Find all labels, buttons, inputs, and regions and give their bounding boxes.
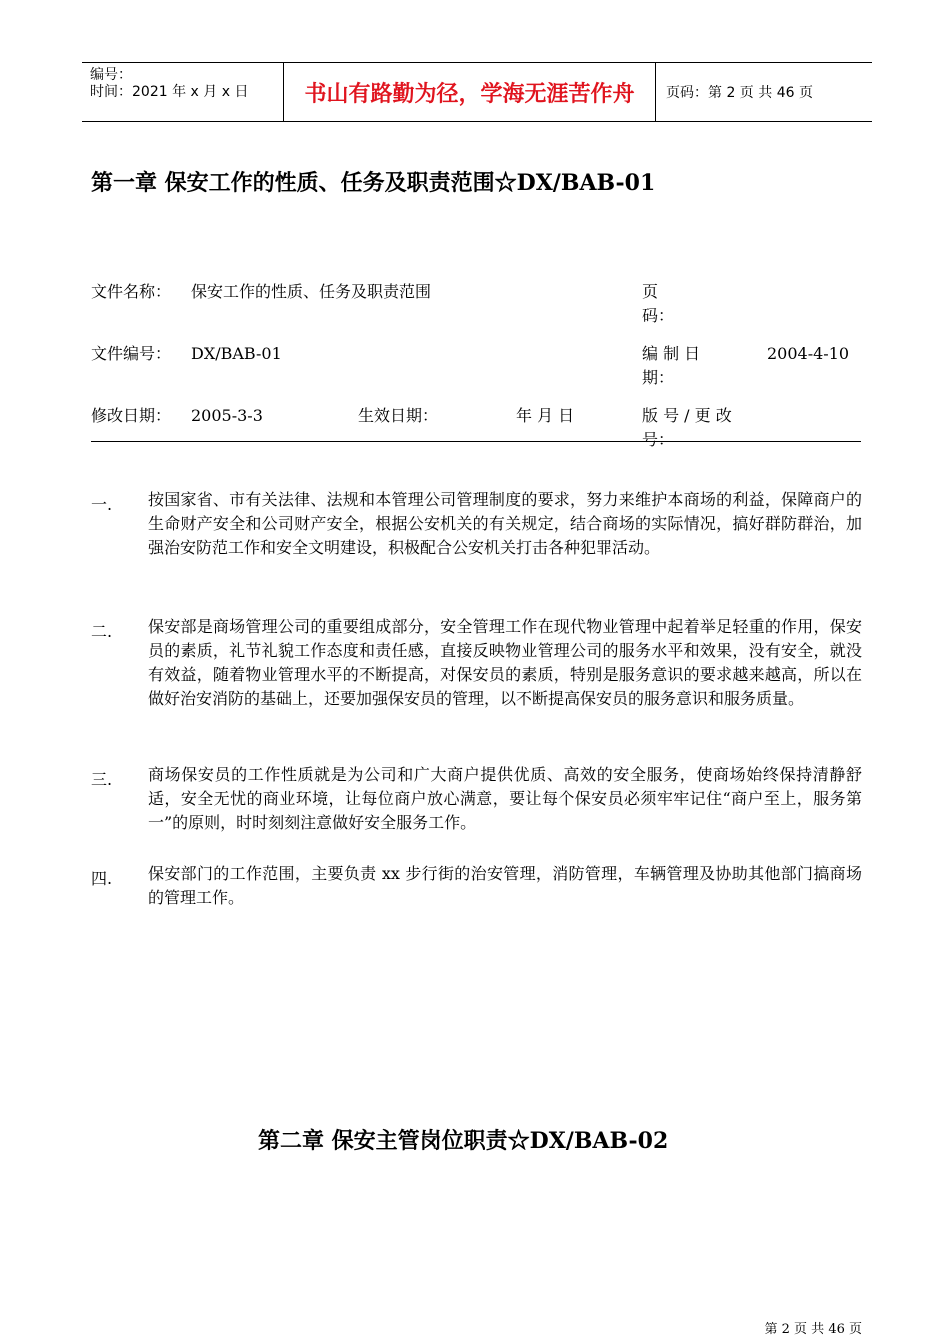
header-page-info: 页码：第 2 页 共 46 页 — [666, 85, 813, 101]
paragraph-2-text: 保安部是商场管理公司的重要组成部分，安全管理工作在现代物业管理中起着举足轻重的作用，保安员的素质，礼节礼貌工作态度和责任感，直接反映物业管理公司的服务水平和效果，没有安全，就没有效益，随着物业管理水平的不断提高，对保安员的素质，特别是服务意识的要求越来越高，所以在做好治安消防的基础上，还要加强保安员的管理，以不断提高保安员的服务意识和服务质量。 — [148, 617, 862, 708]
paragraph-2-number: 二. — [91, 622, 113, 641]
version-label-line2: 号： — [642, 430, 675, 449]
chapter-1-title: 第一章 保安工作的性质、任务及职责范围☆DX/BAB-01 — [91, 170, 656, 196]
revise-date-value: 2005-3-3 — [191, 406, 263, 425]
revise-date-label: 修改日期： — [91, 406, 172, 425]
paragraph-3-number: 三. — [91, 770, 113, 789]
compile-date-label-line2: 期： — [642, 368, 675, 387]
header-time-label: 时间：2021 年 x 月 x 日 — [90, 84, 249, 100]
paragraph-4-text: 保安部门的工作范围，主要负责 xx 步行街的治安管理，消防管理，车辆管理及协助其他部门搞商场的管理工作。 — [148, 864, 862, 907]
effective-date-value: 年 月 日 — [516, 406, 575, 425]
meta-divider — [91, 441, 861, 442]
document-header — [82, 62, 872, 122]
paragraph-3-text: 商场保安员的工作性质就是为公司和广大商户提供优质、高效的安全服务，使商场始终保持清静舒适，安全无忧的商业环境，让每位商户放心满意，要让每个保安员必须牢牢记住“商户至上，服务第一”的原则，时时刻刻注意做好安全服务工作。 — [148, 765, 862, 832]
page-label-line2: 码： — [642, 306, 675, 325]
compile-date-label-line1: 编 制 日 — [642, 344, 701, 363]
paragraph-1-text: 按国家省、市有关法律、法规和本管理公司管理制度的要求，努力来维护本商场的利益，保障商户的生命财产安全和公司财产安全，根据公安机关的有关规定，结合商场的实际情况，搞好群防群治，加强治安防范工作和安全文明建设，积极配合公安机关打击各种犯罪活动。 — [148, 490, 862, 557]
chapter-2-title: 第二章 保安主管岗位职责☆DX/BAB-02 — [258, 1128, 669, 1154]
paragraph-4-number: 四. — [91, 869, 113, 888]
version-label-line1: 版 号 / 更 改 — [642, 406, 732, 425]
compile-date-value: 2004-4-10 — [767, 344, 850, 363]
header-number-label: 编号： — [90, 67, 132, 83]
effective-date-label: 生效日期： — [358, 406, 439, 425]
file-name-value: 保安工作的性质、任务及职责范围 — [191, 282, 432, 301]
paragraph-1-number: 一. — [91, 495, 113, 514]
file-name-label: 文件名称： — [91, 282, 172, 301]
footer-page-info: 第 2 页 共 46 页 — [764, 1322, 862, 1337]
file-no-value: DX/BAB-01 — [191, 344, 282, 363]
page-label-line1: 页 — [642, 282, 659, 301]
header-info-cell — [82, 63, 283, 121]
header-motto: 书山有路勤为径，学海无涯苦作舟 — [283, 63, 656, 121]
file-no-label: 文件编号： — [91, 344, 172, 363]
